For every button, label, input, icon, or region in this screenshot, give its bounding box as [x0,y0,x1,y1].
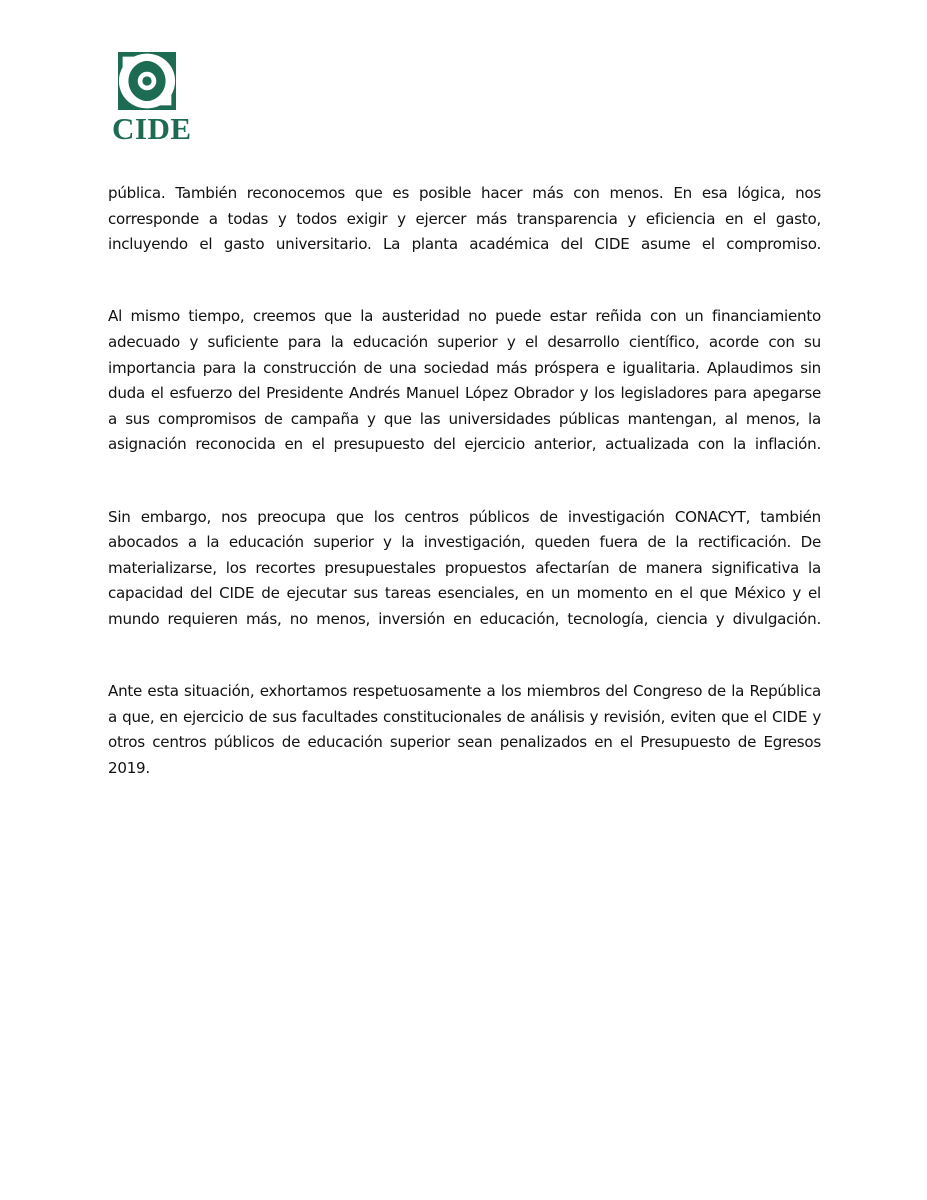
cide-logo [112,52,190,144]
paragraph-1: pública. También reconocemos que es posible hacer más con menos. En esa lógica, nos corresponde a todas y todos exigir y ejercer más transparencia y eficiencia en el gasto, incluyendo el gasto universitario. La planta académica del CIDE asume el compromiso. [108,184,821,254]
cide-wordmark: CIDE [112,111,192,146]
document-body [108,181,821,807]
letterhead [112,52,372,144]
cide-spiral-logo-icon [118,52,176,110]
paragraph-2: Al mismo tiempo, creemos que la austeridad no puede estar reñida con un financiamiento adecuado y suficiente para la educación superior y el desarrollo científico, acorde con su importancia para la construcción de una sociedad más próspera e igualitaria. Aplaudimos sin duda el esfuerzo del Presidente Andrés Manuel López Obrador y los legisladores para apegarse a sus compromisos de campaña y que las universidades públicas mantengan, al menos, la asignación reconocida en el presupuesto del ejercicio anterior, actualizada con la inflación. [108,307,821,454]
paragraph-4: Ante esta situación, exhortamos respetuosamente a los miembros del Congreso de la República a que, en ejercicio de sus facultades constitucionales de análisis y revisión, eviten que el CIDE y otros centros públicos de educación superior sean penalizados en el Presupuesto de Egresos 2019. [108,682,821,777]
paragraph-3: Sin embargo, nos preocupa que los centros públicos de investigación CONACYT, también abocados a la educación superior y la investigación, queden fuera de la rectificación. De materializarse, los recortes presupuestales propuestos afectarían de manera significativa la capacidad del CIDE de ejecutar sus tareas esenciales, en un momento en el que México y el mundo requieren más, no menos, inversión en educación, tecnología, ciencia y divulgación. [108,507,821,628]
